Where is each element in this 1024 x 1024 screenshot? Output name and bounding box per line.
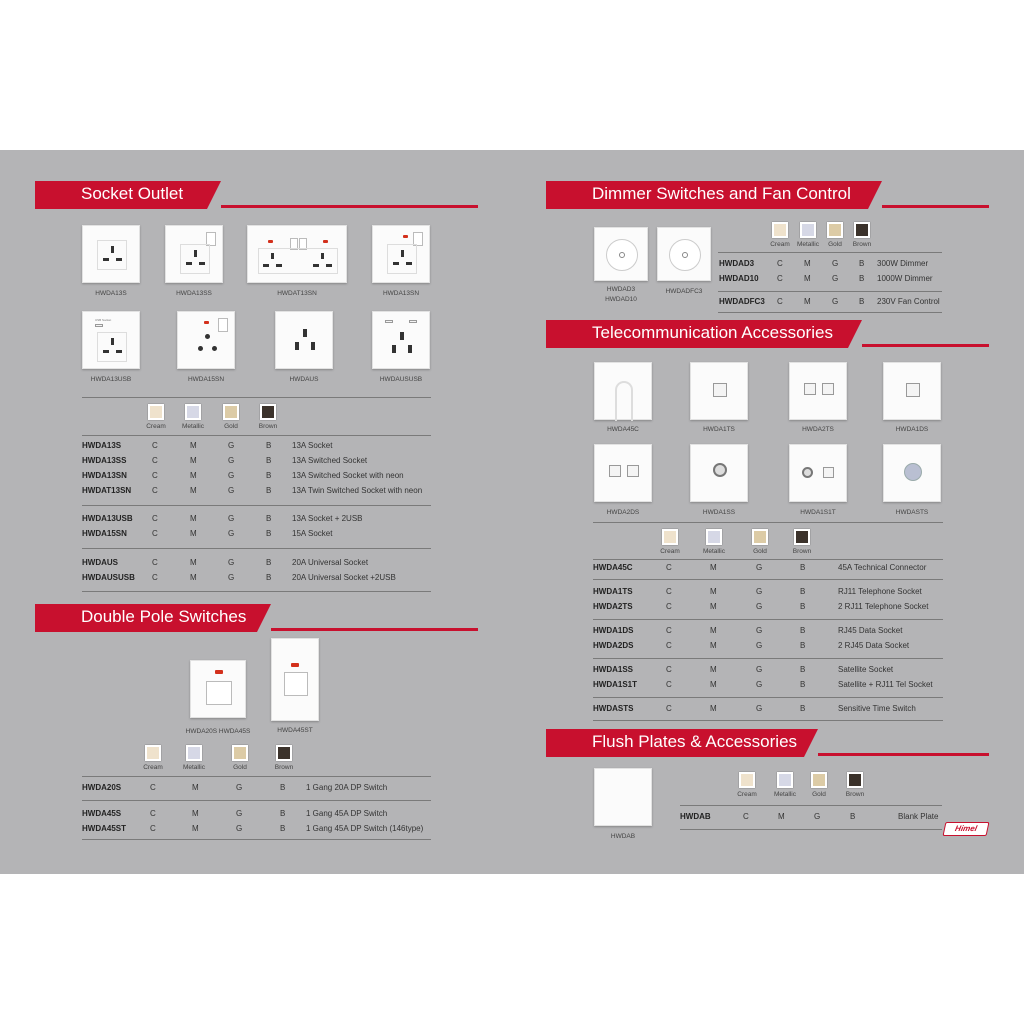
finish-g: G: [236, 809, 243, 818]
divider: [593, 522, 943, 523]
finish-g: G: [236, 824, 243, 833]
swatch-label: Cream: [770, 241, 790, 248]
product-image-hwda13usb: [82, 311, 140, 369]
product-image-hwda1ts: [690, 362, 748, 420]
finish-b: B: [800, 704, 806, 713]
description: 13A Socket: [292, 441, 333, 450]
description: 2 RJ45 Data Socket: [838, 641, 910, 650]
product-code: HWDA45S: [82, 809, 122, 818]
product-code: HWDA13SN: [82, 471, 127, 480]
caption: HWDA15SN: [187, 376, 225, 383]
finish-m: M: [710, 704, 717, 713]
divider: [593, 720, 943, 721]
finish-b: B: [266, 529, 272, 538]
finish-m: M: [710, 680, 717, 689]
description: 20A Universal Socket +2USB: [292, 573, 396, 582]
swatch-brown: [847, 772, 863, 788]
spec-row: [593, 602, 943, 614]
product-image-hwda13ss: [165, 225, 223, 283]
description: Satellite + RJ11 Tel Socket: [838, 680, 933, 689]
finish-m: M: [710, 641, 717, 650]
product-image-hwda15sn: [177, 311, 235, 369]
finish-c: C: [152, 529, 158, 538]
swatch-metallic: [706, 529, 722, 545]
finish-c: C: [150, 809, 156, 818]
finish-g: G: [756, 680, 763, 689]
swatch-cream: [662, 529, 678, 545]
swatch-gold: [827, 222, 843, 238]
product-code: HWDAD3: [719, 259, 755, 268]
caption: HWDA20S HWDA45S: [185, 728, 251, 735]
finish-m: M: [778, 812, 785, 821]
product-image-hwda2ds: [594, 444, 652, 502]
swatch-label: Cream: [660, 548, 680, 555]
swatch-label: Brown: [258, 423, 278, 430]
finish-c: C: [666, 704, 672, 713]
product-code: HWDA1SS: [593, 665, 634, 674]
finish-g: G: [832, 297, 839, 306]
swatch-label: Cream: [737, 791, 757, 798]
caption: HWDA2TS: [802, 426, 834, 433]
caption: HWDA2DS: [606, 509, 640, 516]
spec-row: [593, 626, 943, 638]
product-code: HWDA2TS: [593, 602, 633, 611]
finish-m: M: [192, 783, 199, 792]
caption: HWDAUSUSB: [379, 376, 423, 383]
finish-g: G: [228, 573, 235, 582]
finish-g: G: [756, 665, 763, 674]
finish-b: B: [800, 602, 806, 611]
description: RJ45 Data Socket: [838, 626, 903, 635]
flush-banner: [546, 729, 989, 757]
finish-g: G: [228, 514, 235, 523]
finish-b: B: [266, 514, 272, 523]
finish-m: M: [710, 563, 717, 572]
description: RJ11 Telephone Socket: [838, 587, 922, 596]
product-code: HWDA45ST: [82, 824, 127, 833]
finish-b: B: [266, 471, 272, 480]
finish-b: B: [266, 441, 272, 450]
product-image-hwda13s: [82, 225, 140, 283]
finish-b: B: [800, 680, 806, 689]
finish-b: B: [800, 665, 806, 674]
swatch-label: Brown: [792, 548, 812, 555]
finish-g: G: [228, 486, 235, 495]
caption: HWDA45C: [607, 426, 639, 433]
finish-g: G: [832, 259, 839, 268]
finish-b: B: [859, 259, 865, 268]
finish-c: C: [666, 602, 672, 611]
product-code: HWDA13USB: [82, 514, 133, 523]
divider: [593, 559, 943, 560]
caption: HWDADFC3: [665, 288, 703, 295]
product-image-hwda1s1t: [789, 444, 847, 502]
finish-m: M: [710, 665, 717, 674]
product-image-hwdad3: [594, 227, 648, 281]
dimmer-banner: [546, 181, 989, 209]
description: Satellite Socket: [838, 665, 894, 674]
divider: [82, 839, 431, 840]
swatch-label: Cream: [143, 764, 163, 771]
divider: [82, 800, 431, 801]
finish-c: C: [666, 626, 672, 635]
spec-row: [593, 665, 943, 677]
section-title-double-pole: Double Pole Switches: [81, 607, 247, 626]
description: 20A Universal Socket: [292, 558, 369, 567]
divider: [82, 505, 431, 506]
finish-g: G: [228, 441, 235, 450]
caption: HWDAD3: [606, 286, 636, 293]
spec-row: [593, 563, 943, 575]
finish-b: B: [850, 812, 856, 821]
swatch-metallic: [185, 404, 201, 420]
finish-b: B: [266, 573, 272, 582]
caption: HWDA13USB: [90, 376, 132, 383]
product-image-hwdaus: [275, 311, 333, 369]
finish-b: B: [800, 563, 806, 572]
spec-row: [82, 471, 432, 483]
description: 13A Switched Socket with neon: [292, 471, 404, 480]
swatch-label: Brown: [845, 791, 865, 798]
finish-m: M: [190, 471, 197, 480]
description: 1 Gang 45A DP Switch (146type): [306, 824, 424, 833]
product-code: HWDA1DS: [593, 626, 634, 635]
caption: HWDA45ST: [277, 727, 313, 734]
caption: HWDAB: [610, 833, 636, 840]
finish-c: C: [152, 558, 158, 567]
product-code: HWDAB: [680, 812, 711, 821]
description: 1 Gang 45A DP Switch: [306, 809, 388, 818]
finish-m: M: [804, 259, 811, 268]
description: Sensitive Time Switch: [838, 704, 916, 713]
swatch-label: Gold: [812, 791, 826, 798]
finish-m: M: [710, 626, 717, 635]
swatch-label: Gold: [753, 548, 767, 555]
product-code: HWDA13S: [82, 441, 122, 450]
finish-g: G: [228, 558, 235, 567]
product-code: HWDA1S1T: [593, 680, 638, 689]
description: 45A Technical Connector: [838, 563, 927, 572]
finish-g: G: [756, 626, 763, 635]
swatch-label: Brown: [274, 764, 294, 771]
section-title-dimmer: Dimmer Switches and Fan Control: [592, 184, 851, 203]
finish-c: C: [777, 297, 783, 306]
finish-g: G: [756, 704, 763, 713]
spec-row: [593, 704, 943, 716]
finish-c: C: [743, 812, 749, 821]
swatch-metallic: [186, 745, 202, 761]
product-code: HWDAUS: [82, 558, 118, 567]
product-code: HWDASTS: [593, 704, 634, 713]
swatch-label: Gold: [828, 241, 842, 248]
divider: [82, 397, 431, 398]
finish-g: G: [756, 563, 763, 572]
product-code: HWDADFC3: [719, 297, 765, 306]
product-image-hwda1ds: [883, 362, 941, 420]
swatch-brown: [276, 745, 292, 761]
divider: [82, 776, 431, 777]
description: 13A Socket + 2USB: [292, 514, 363, 523]
spec-row: [719, 274, 943, 286]
finish-c: C: [152, 486, 158, 495]
finish-c: C: [666, 563, 672, 572]
product-code: HWDAD10: [719, 274, 759, 283]
divider: [82, 435, 431, 436]
divider: [718, 312, 942, 313]
finish-c: C: [152, 471, 158, 480]
swatch-label: Metallic: [702, 548, 726, 555]
divider: [593, 697, 943, 698]
swatch-label: Gold: [233, 764, 247, 771]
product-code: HWDA1TS: [593, 587, 633, 596]
spec-row: [719, 259, 943, 271]
product-code: HWDA13SS: [82, 456, 127, 465]
product-code: HWDA15SN: [82, 529, 127, 538]
finish-b: B: [266, 456, 272, 465]
swatch-brown: [260, 404, 276, 420]
product-code: HWDA45C: [593, 563, 633, 572]
spec-row: [82, 441, 432, 453]
finish-c: C: [152, 514, 158, 523]
divider: [593, 658, 943, 659]
product-code: HWDA20S: [82, 783, 122, 792]
swatch-metallic: [800, 222, 816, 238]
description: 230V Fan Control: [877, 297, 940, 306]
spec-row: [82, 783, 432, 795]
finish-b: B: [266, 558, 272, 567]
caption: HWDA1TS: [703, 426, 735, 433]
finish-b: B: [859, 297, 865, 306]
product-image-hwdat13sn: [247, 225, 347, 283]
finish-c: C: [152, 573, 158, 582]
product-code: HWDAT13SN: [82, 486, 132, 495]
swatch-cream: [148, 404, 164, 420]
usb-label: USB Socket: [95, 318, 112, 322]
swatch-label: Brown: [852, 241, 872, 248]
finish-b: B: [800, 587, 806, 596]
finish-m: M: [804, 297, 811, 306]
product-image-hwda45c: [594, 362, 652, 420]
divider: [718, 291, 942, 292]
finish-b: B: [280, 809, 286, 818]
finish-g: G: [236, 783, 243, 792]
finish-c: C: [777, 259, 783, 268]
finish-g: G: [756, 587, 763, 596]
product-image-hwda45st: [271, 638, 319, 721]
finish-c: C: [150, 824, 156, 833]
spec-row: [82, 809, 432, 821]
description: 1 Gang 20A DP Switch: [306, 783, 388, 792]
finish-m: M: [190, 486, 197, 495]
telecom-banner: [546, 320, 989, 348]
caption: HWDA13S: [95, 290, 127, 297]
section-title-telecom: Telecommunication Accessories: [592, 323, 833, 342]
product-code: HWDA2DS: [593, 641, 634, 650]
swatch-label: Cream: [146, 423, 166, 430]
description: 13A Twin Switched Socket with neon: [292, 486, 423, 495]
finish-m: M: [192, 809, 199, 818]
finish-g: G: [756, 602, 763, 611]
swatch-label: Metallic: [182, 764, 206, 771]
caption: HWDAD10: [605, 296, 637, 303]
finish-c: C: [666, 587, 672, 596]
swatch-cream: [145, 745, 161, 761]
swatch-gold: [752, 529, 768, 545]
caption: HWDA13SS: [176, 290, 212, 297]
finish-b: B: [800, 641, 806, 650]
description: 15A Socket: [292, 529, 333, 538]
caption: HWDA1SS: [702, 509, 736, 516]
swatch-label: Metallic: [181, 423, 205, 430]
socket-outlet-banner: [35, 181, 478, 209]
double-pole-banner: [35, 604, 478, 632]
finish-c: C: [152, 456, 158, 465]
swatch-gold: [232, 745, 248, 761]
swatch-cream: [739, 772, 755, 788]
product-image-hwdab: [594, 768, 652, 826]
brand-logo: Himel: [943, 822, 990, 836]
product-image-hwda20s: [190, 660, 246, 718]
caption: HWDASTS: [895, 509, 929, 516]
spec-row: [82, 514, 432, 526]
finish-b: B: [800, 626, 806, 635]
swatch-brown: [854, 222, 870, 238]
spec-row: [680, 812, 942, 824]
finish-g: G: [832, 274, 839, 283]
caption: HWDAT13SN: [277, 290, 317, 297]
finish-g: G: [228, 471, 235, 480]
product-code: HWDAUSUSB: [82, 573, 135, 582]
spec-row: [593, 587, 943, 599]
finish-c: C: [777, 274, 783, 283]
finish-m: M: [192, 824, 199, 833]
finish-c: C: [666, 665, 672, 674]
description: 1000W Dimmer: [877, 274, 933, 283]
swatch-label: Metallic: [796, 241, 820, 248]
product-image-hwdasts: [883, 444, 941, 502]
product-image-hwda13sn: [372, 225, 430, 283]
caption: HWDA13SN: [382, 290, 420, 297]
swatch-label: Gold: [224, 423, 238, 430]
divider: [593, 579, 943, 580]
swatch-brown: [794, 529, 810, 545]
finish-m: M: [190, 529, 197, 538]
spec-row: [82, 486, 432, 498]
finish-m: M: [190, 558, 197, 567]
description: 2 RJ11 Telephone Socket: [838, 602, 929, 611]
divider: [593, 619, 943, 620]
spec-row: [82, 529, 432, 541]
finish-b: B: [280, 824, 286, 833]
finish-c: C: [666, 641, 672, 650]
product-image-hwdaususb: [372, 311, 430, 369]
spec-row: [82, 558, 432, 570]
product-image-hwda2ts: [789, 362, 847, 420]
spec-row: [82, 456, 432, 468]
section-title-flush: Flush Plates & Accessories: [592, 732, 798, 751]
caption: HWDA1DS: [895, 426, 929, 433]
caption: HWDAUS: [289, 376, 319, 383]
caption: HWDA1S1T: [800, 509, 836, 516]
finish-m: M: [190, 441, 197, 450]
finish-c: C: [666, 680, 672, 689]
finish-b: B: [266, 486, 272, 495]
swatch-gold: [811, 772, 827, 788]
swatch-cream: [772, 222, 788, 238]
finish-c: C: [150, 783, 156, 792]
spec-row: [593, 680, 943, 692]
finish-b: B: [859, 274, 865, 283]
finish-g: G: [814, 812, 821, 821]
section-title-socket-outlet: Socket Outlet: [81, 184, 184, 203]
divider: [718, 252, 942, 253]
finish-g: G: [228, 456, 235, 465]
finish-m: M: [190, 456, 197, 465]
spec-row: [593, 641, 943, 653]
product-image-hwdadfc3: [657, 227, 711, 281]
finish-m: M: [710, 587, 717, 596]
spec-row: [82, 573, 432, 585]
swatch-metallic: [777, 772, 793, 788]
divider: [680, 805, 942, 806]
spec-row: [82, 824, 432, 836]
description: 13A Switched Socket: [292, 456, 368, 465]
finish-m: M: [190, 514, 197, 523]
finish-m: M: [804, 274, 811, 283]
description: Blank Plate: [898, 812, 939, 821]
divider: [680, 829, 942, 830]
finish-b: B: [280, 783, 286, 792]
product-image-hwda1ss: [690, 444, 748, 502]
description: 300W Dimmer: [877, 259, 929, 268]
finish-m: M: [190, 573, 197, 582]
finish-g: G: [756, 641, 763, 650]
swatch-label: Metallic: [773, 791, 797, 798]
finish-m: M: [710, 602, 717, 611]
spec-row: [719, 297, 943, 309]
divider: [82, 591, 431, 592]
finish-c: C: [152, 441, 158, 450]
swatch-gold: [223, 404, 239, 420]
finish-g: G: [228, 529, 235, 538]
divider: [82, 548, 431, 549]
